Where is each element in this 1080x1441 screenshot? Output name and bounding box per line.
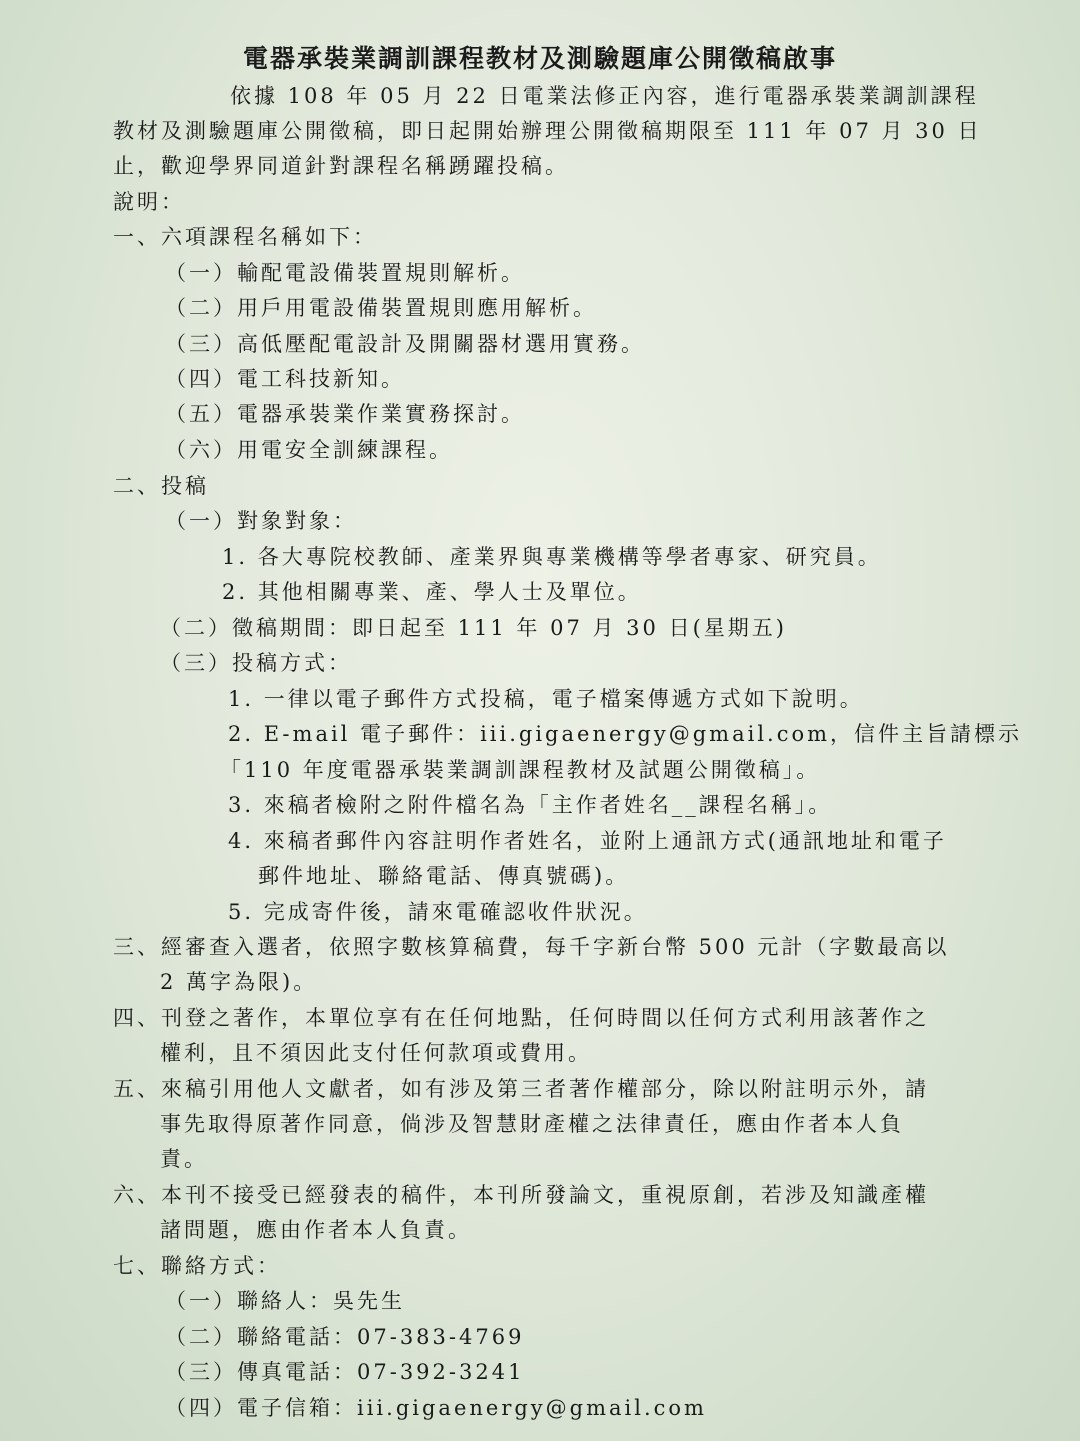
section-3-text: 三、經審查入選者，依照字數核算稿費，每千字新台幣 500 元計（字數最高以 [113, 935, 950, 959]
contact-fax: （三）傳真電話：07-392-3241 [165, 1360, 525, 1384]
document-title: 電器承裝業調訓課程教材及測驗題庫公開徵稿啟事 [242, 44, 837, 73]
course-item: （一）輸配電設備裝置規則解析。 [165, 261, 525, 285]
section-4-text: 四、刊登之著作，本單位享有在任何地點，任何時間以任何方式利用該著作之 [113, 1006, 929, 1030]
section-6-text: 六、本刊不接受已經發表的稿件，本刊所發論文，重視原創，若涉及知識產權 [113, 1183, 929, 1207]
submission-item: 郵件地址、聯絡電話、傳真號碼)。 [258, 864, 630, 888]
section-4-text: 權利，且不須因此支付任何款項或費用。 [160, 1041, 592, 1065]
section-1-heading: 一、六項課程名稱如下： [113, 225, 377, 249]
submission-item: 2. E-mail 電子郵件：iii.gigaenergy@gmail.com，信件主旨請標示 [228, 722, 1023, 746]
target-item: 1. 各大專院校教師、產業界與專業機構等學者專家、研究員。 [222, 545, 882, 569]
intro-line: 依據 108 年 05 月 22 日電業法修正內容，進行電器承裝業調訓課程 [230, 84, 979, 108]
course-item: （三）高低壓配電設計及開關器材選用實務。 [165, 332, 645, 356]
course-item: （六）用電安全訓練課程。 [165, 438, 453, 462]
intro-line: 止，歡迎學界同道針對課程名稱踴躍投稿。 [113, 154, 569, 178]
section-2-sub-heading: （二）徵稿期間：即日起至 111 年 07 月 30 日(星期五) [160, 616, 787, 640]
section-2-sub-heading: （三）投稿方式： [160, 651, 352, 675]
submission-item: 「110 年度電器承裝業調訓課程教材及試題公開徵稿」。 [220, 758, 821, 782]
section-2-heading: 二、投稿 [113, 474, 209, 498]
section-5-text: 五、來稿引用他人文獻者，如有涉及第三者著作權部分，除以附註明示外，請 [113, 1077, 929, 1101]
submission-item: 3. 來稿者檢附之附件檔名為「主作者姓名__課程名稱」。 [228, 793, 833, 817]
course-item: （五）電器承裝業作業實務探討。 [165, 402, 525, 426]
submission-item: 1. 一律以電子郵件方式投稿，電子檔案傳遞方式如下說明。 [228, 687, 864, 711]
section-2-sub-heading: （一）對象對象： [165, 509, 357, 533]
section-5-text: 事先取得原著作同意，倘涉及智慧財產權之法律責任，應由作者本人負 [160, 1112, 904, 1136]
contact-phone: （二）聯絡電話：07-383-4769 [165, 1325, 525, 1349]
section-3-text: 2 萬字為限)。 [160, 970, 318, 994]
section-7-heading: 七、聯絡方式： [113, 1254, 281, 1278]
course-item: （二）用戶用電設備裝置規則應用解析。 [165, 296, 597, 320]
section-5-text: 責。 [160, 1147, 208, 1171]
target-item: 2. 其他相關專業、產、學人士及單位。 [222, 580, 642, 604]
contact-email: （四）電子信箱：iii.gigaenergy@gmail.com [165, 1396, 707, 1420]
explain-label: 說明： [113, 190, 185, 214]
course-item: （四）電工科技新知。 [165, 367, 405, 391]
submission-item: 4. 來稿者郵件內容註明作者姓名，並附上通訊方式(通訊地址和電子 [228, 829, 947, 853]
intro-line: 教材及測驗題庫公開徵稿，即日起開始辦理公開徵稿期限至 111 年 07 月 30 日 [113, 119, 982, 143]
section-6-text: 諸問題，應由作者本人負責。 [160, 1218, 472, 1242]
contact-person: （一）聯絡人：吳先生 [165, 1289, 405, 1313]
submission-item: 5. 完成寄件後，請來電確認收件狀況。 [228, 900, 648, 924]
